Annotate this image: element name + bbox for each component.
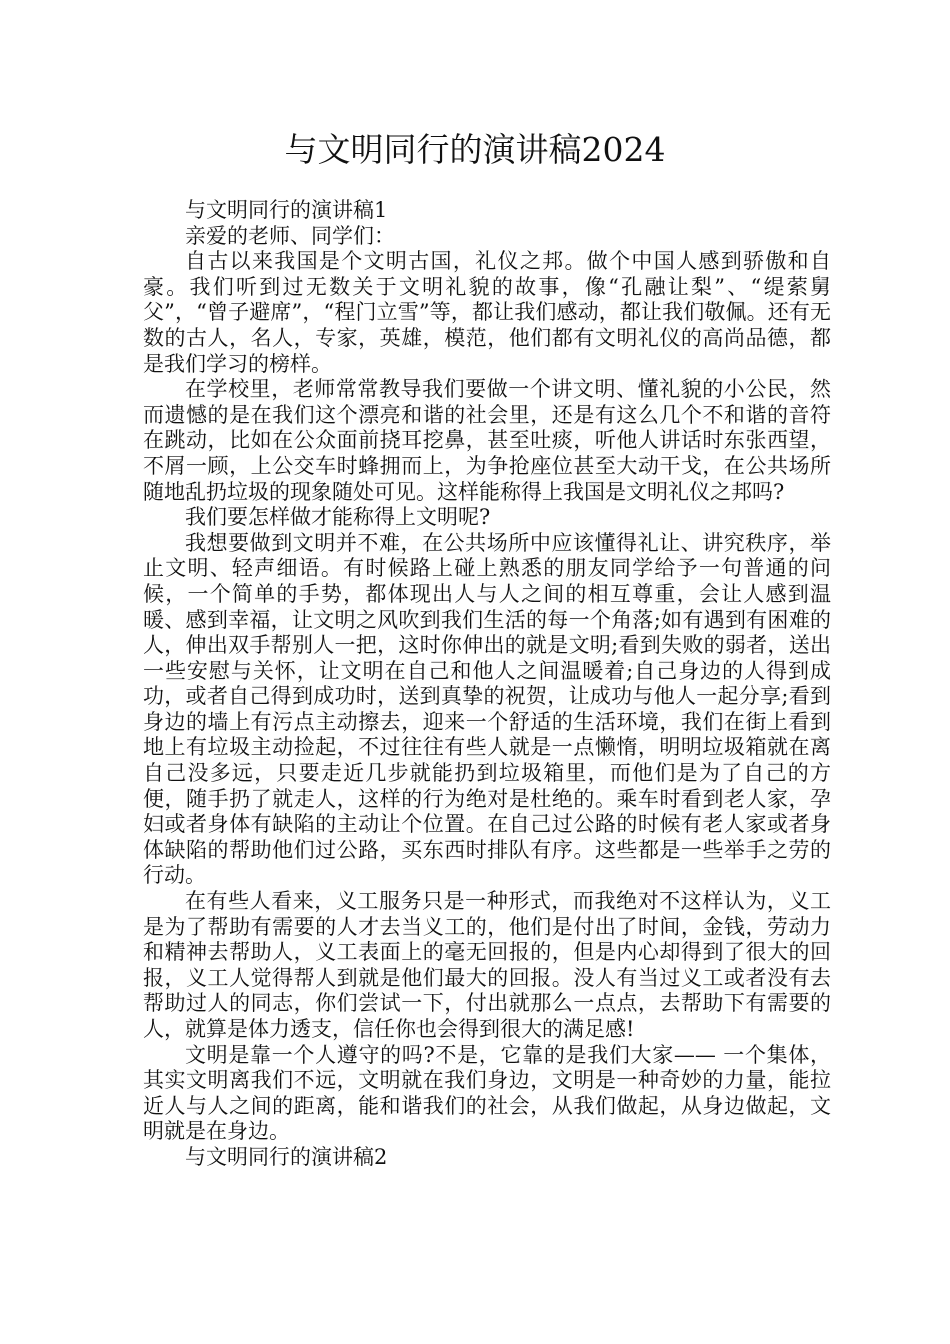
- paragraph: 文明是靠一个人遵守的吗?不是，它靠的是我们大家—— 一个集体，其实文明离我们不远，文明就在我们身边，文明是一种奇妙的力量，能拉近人与人之间的距离，能和谐我们的社会，从我们做起，从身边做起，文明就是在身边。: [143, 1042, 831, 1144]
- salutation: 亲爱的老师、同学们：: [185, 223, 395, 248]
- paragraph: 在有些人看来，义工服务只是一种形式，而我绝对不这样认为，义工是为了帮助有需要的人才去当义工的，他们是付出了时间，金钱，劳动力和精神去帮助人，义工表面上的毫无回报的，但是内心却得到了很大的回报，义工人觉得帮人到就是他们最大的回报。没人有当过义工或者没有去帮助过人的同志，你们尝试一下，付出就那么一点点，去帮助下有需要的人，就算是体力透支，信任你也会得到很大的满足感!: [143, 889, 831, 1041]
- section-heading-2: 与文明同行的演讲稿2: [185, 1144, 388, 1169]
- paragraph: 我想要做到文明并不难，在公共场所中应该懂得礼让、讲究秩序，举止文明、轻声细语。有时候路上碰上熟悉的朋友同学给予一句普通的问候，一个简单的手势，都体现出人与人之间的相互尊重，会让人感到温暖、感到幸福，让文明之风吹到我们生活的每一个角落;如有遇到有困难的人，伸出双手帮别人一把，这时你伸出的就是文明;看到失败的弱者，送出一些安慰与关怀，让文明在自己和他人之间温暖着;自己身边的人得到成功，或者自己得到成功时，送到真挚的祝贺，让成功与他人一起分享;看到身边的墙上有污点主动擦去，迎来一个舒适的生活环境，我们在街上看到地上有垃圾主动捡起，不过往往有些人就是一点懒惰，明明垃圾箱就在离自己没多远，只要走近几步就能扔到垃圾箱里，而他们是为了自己的方便，随手扔了就走人，这样的行为绝对是杜绝的。乘车时看到老人家，孕妇或者身体有缺陷的主动让个位置。在自己过公路的时候有老人家或者身体缺陷的帮助他们过公路，买东西时排队有序。这些都是一些举手之劳的行动。: [143, 530, 831, 888]
- section-heading-1: 与文明同行的演讲稿1: [185, 198, 388, 222]
- document-body: [143, 198, 831, 1171]
- document-title: 与文明同行的演讲稿2024: [284, 130, 666, 169]
- paragraph: 我们要怎样做才能称得上文明呢?: [185, 505, 491, 530]
- paragraph: 自古以来我国是个文明古国，礼仪之邦。做个中国人感到骄傲和自豪。我们听到过无数关于文明礼貌的故事，像“孔融让梨”、“缇萦舅父”，“曾子避席”，“程门立雪”等，都让我们感动，都让我们敬佩。还有无数的古人，名人，专家，英雄，模范，他们都有文明礼仪的高尚品德，都是我们学习的榜样。: [143, 249, 831, 376]
- paragraph: 在学校里，老师常常教导我们要做一个讲文明、懂礼貌的小公民，然而遗憾的是在我们这个漂亮和谐的社会里，还是有这么几个不和谐的音符在跳动，比如在公众面前挠耳挖鼻，甚至吐痰，听他人讲话时东张西望，不屑一顾，上公交车时蜂拥而上，为争抢座位甚至大动干戈，在公共场所随地乱扔垃圾的现象随处可见。这样能称得上我国是文明礼仪之邦吗?: [143, 377, 831, 504]
